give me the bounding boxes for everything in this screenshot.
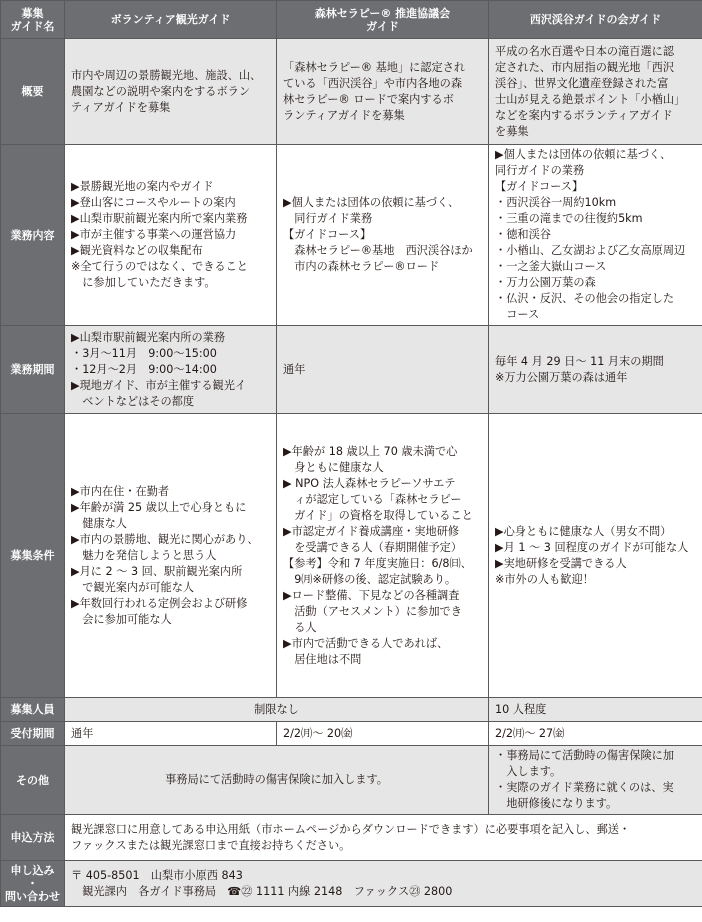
period-nishizawa [489, 326, 702, 414]
row-label-contact-line: ・ [27, 877, 38, 890]
row-label-reception-line: 受付期間 [10, 727, 55, 740]
other-nishizawa-line: 地研修後になります。 [495, 797, 618, 810]
conditions-forest-therapy-line: る人 [283, 620, 317, 634]
overview-volunteer-line: ティアガイドを募集 [71, 100, 171, 114]
duties-forest-therapy-line: 森林セラピー®基地 西沢渓谷ほか [283, 244, 473, 257]
conditions-forest-therapy-line: ▶ロード整備、下見などの各種調査 [283, 588, 460, 602]
duties-volunteer-line: ※全て行うのではなく、できること [71, 260, 248, 273]
header-corner [1, 1, 65, 39]
reception-forest-therapy-line: 2/2㈪～ 20㈮ [283, 726, 353, 740]
row-reception [1, 722, 702, 746]
duties-nishizawa-line: コース [495, 308, 540, 321]
duties-forest-therapy [277, 145, 489, 326]
row-duties [1, 145, 702, 326]
header-forest-therapy-guide [277, 1, 489, 39]
header-nishizawa-guide-line: 西沢渓谷ガイドの会ガイド [529, 13, 662, 26]
header-forest-therapy-guide-line: 森林セラピー® 推進協議会 [314, 6, 451, 20]
conditions-forest-therapy-line: を受講できる人（春期開催予定） [283, 540, 463, 554]
conditions-volunteer-line: ▶市内在住・在勤者 [71, 484, 170, 498]
apply-method-text-line: ファックスまたは観光課窓口まで直接お持ちください。 [71, 838, 351, 852]
duties-volunteer-line: ▶登山客にコースやルートの案内 [71, 196, 236, 209]
headcount-shared-line: 制限なし [254, 702, 299, 716]
conditions-nishizawa [489, 414, 702, 698]
other-shared [65, 746, 489, 815]
overview-forest-therapy [277, 39, 489, 145]
header-volunteer-guide [65, 1, 277, 39]
duties-forest-therapy-line: ▶個人または団体の依頼に基づく、 [283, 196, 460, 209]
row-conditions [1, 414, 702, 698]
period-nishizawa-line: ※万力公園万葉の森は通年 [495, 370, 628, 384]
row-label-duties [1, 145, 65, 326]
header-forest-therapy-guide-line: ガイド [366, 19, 399, 33]
overview-forest-therapy-line: 「森林セラピー® 基地」に認定され [283, 60, 466, 74]
duties-nishizawa-line: ・徳和渓谷 [495, 228, 551, 241]
row-period [1, 326, 702, 414]
row-label-contact-line: 問い合わせ [5, 890, 60, 903]
conditions-volunteer-line: ▶年数回行われる定例会および研修 [71, 596, 248, 610]
conditions-nishizawa-line: ▶心身ともに健康な人（男女不問） [495, 524, 672, 538]
overview-forest-therapy-line: 林セラピー® ロードで案内するボ [283, 92, 454, 106]
row-label-apply [1, 815, 65, 861]
apply-method-text-line: 観光課窓口に用意してある申込用紙（市ホームページからダウンロードできます）に必要事項を記入し、郵送・ [71, 822, 631, 836]
conditions-forest-therapy-line: ガイド」の資格を取得していること [283, 508, 473, 522]
duties-volunteer [65, 145, 277, 326]
other-nishizawa [489, 746, 702, 815]
conditions-forest-therapy-line: ▶市認定ガイド養成講座・実地研修 [283, 524, 460, 538]
duties-nishizawa-line: ▶個人または団体の依頼に基づく、 [495, 148, 672, 161]
duties-nishizawa-line: ・小楢山、乙女湖および乙女高原周辺 [495, 244, 686, 257]
reception-nishizawa [489, 722, 702, 746]
duties-forest-therapy-line: 同行ガイド業務 [283, 212, 373, 225]
contact-text [65, 861, 702, 907]
contact-text-line: 観光課内 各ガイド事務局 ☎㉒ 1111 内線 2148 ファックス㉓ 2800 [71, 884, 453, 898]
conditions-forest-therapy-line: ▶市内で活動できる人であれば、 [283, 636, 449, 650]
conditions-nishizawa-line: ▶月 1 ～ 3 回程度のガイドが可能な人 [495, 540, 689, 554]
conditions-forest-therapy-line: 居住地は不問 [283, 652, 362, 666]
overview-forest-therapy-line: ている「西沢渓谷」や市内各地の森 [283, 76, 463, 90]
conditions-nishizawa-line: ▶実地研修を受講できる人 [495, 556, 627, 570]
header-volunteer-guide-line: ボランティア観光ガイド [110, 13, 231, 26]
headcount-shared [65, 698, 489, 722]
duties-volunteer-line: ▶市が主催する事業への運営協力 [71, 228, 237, 241]
reception-volunteer [65, 722, 277, 746]
period-forest-therapy [277, 326, 489, 414]
row-label-apply-line: 申込方法 [10, 831, 55, 844]
row-apply [1, 815, 702, 861]
overview-nishizawa [489, 39, 702, 145]
reception-forest-therapy [277, 722, 489, 746]
conditions-forest-therapy-line: ィが認定している「森林セラピー [283, 492, 462, 506]
row-overview [1, 39, 702, 145]
conditions-forest-therapy-line: ▶ NPO 法人森林セラピーソサエテ [283, 476, 456, 490]
conditions-forest-therapy-line: ▶年齢が 18 歳以上 70 歳未満で心 [283, 444, 458, 458]
period-nishizawa-line: 毎年 4 月 29 日～ 11 月末の期間 [495, 354, 664, 368]
period-volunteer-line: ▶現地ガイド、市が主催する観光イ [71, 378, 247, 392]
row-label-reception [1, 722, 65, 746]
row-other [1, 746, 702, 815]
duties-nishizawa-line: ・万力公園万葉の森 [495, 276, 596, 289]
period-volunteer-line: ▶山梨市駅前観光案内所の業務 [71, 330, 226, 344]
reception-nishizawa-line: 2/2㈪～ 27㈮ [495, 726, 565, 740]
row-label-contact-line: 申し込み [10, 864, 55, 877]
row-label-other-line: その他 [16, 773, 49, 787]
overview-nishizawa-line: 士山が見える絶景ポイント「小楢山」 [495, 92, 686, 106]
row-label-period [1, 326, 65, 414]
conditions-volunteer-line: 会に参加可能な人 [71, 612, 172, 626]
overview-nishizawa-line: 平成の名水百選や日本の滝百選に認 [495, 44, 675, 58]
duties-volunteer-line: ▶景勝観光地の案内やガイド [71, 180, 214, 193]
row-label-overview-line: 概要 [21, 85, 44, 98]
duties-nishizawa-line: ・三重の滝までの往復約5km [495, 212, 643, 225]
duties-nishizawa-line: ・仏沢・反沢、その他会の指定した [495, 292, 675, 305]
period-volunteer-line: ・3月～11月 9:00～15:00 [71, 346, 217, 360]
contact-text-line: 〒 405-8501 山梨市小原西 843 [71, 868, 243, 882]
period-volunteer [65, 326, 277, 414]
apply-method-text [65, 815, 702, 861]
row-headcount [1, 698, 702, 722]
duties-nishizawa-line: 同行ガイドの業務 [495, 164, 585, 177]
conditions-volunteer-line: で観光案内が可能な人 [71, 580, 195, 594]
header-corner-line: 募集 [21, 6, 44, 20]
headcount-nishizawa [489, 698, 702, 722]
overview-nishizawa-line: 渓谷」、世界文化遺産登録された富 [495, 76, 669, 90]
row-label-headcount-line: 募集人員 [10, 703, 55, 716]
conditions-volunteer-line: 健康な人 [71, 516, 127, 530]
period-forest-therapy-line: 通年 [283, 362, 306, 376]
overview-nishizawa-line: などを案内するボランティアガイド [495, 108, 673, 122]
duties-volunteer-line: に参加していただきます。 [71, 276, 216, 289]
header-row [1, 1, 702, 39]
conditions-volunteer-line: 魅力を発信しようと思う人 [71, 548, 217, 562]
duties-nishizawa-line: 【ガイドコース】 [495, 180, 584, 193]
duties-forest-therapy-line: 【ガイドコース】 [283, 228, 372, 241]
overview-volunteer-line: 市内や周辺の景勝観光地、施設、山、 [71, 68, 262, 82]
duties-nishizawa-line: ・西沢渓谷一周約10km [495, 196, 617, 209]
duties-forest-therapy-line: 市内の森林セラピー®ロード [283, 260, 440, 273]
conditions-volunteer-line: ▶年齢が満 25 歳以上で心身ともに [71, 500, 247, 514]
header-nishizawa-guide [489, 1, 702, 39]
header-corner-line: ガイド名 [10, 19, 55, 33]
overview-nishizawa-line: 定された、市内屈指の観光地「西沢 [495, 60, 675, 74]
conditions-volunteer [65, 414, 277, 698]
overview-volunteer [65, 39, 277, 145]
other-nishizawa-line: ・実際のガイド業務に就くのは、実 [495, 781, 674, 794]
other-shared-line: 事務局にて活動時の傷害保険に加入します。 [165, 773, 388, 786]
row-label-contact [1, 861, 65, 907]
conditions-nishizawa-line: ※市外の人も歓迎！ [495, 572, 594, 586]
overview-nishizawa-line: を募集 [495, 124, 529, 138]
row-label-overview [1, 39, 65, 145]
conditions-forest-therapy-line: 【参考】令和 7 年度実施日：6/8㈰、 [283, 556, 472, 570]
duties-nishizawa-line: ・一之釜大嶽山コース [495, 260, 607, 273]
row-label-conditions [1, 414, 65, 698]
period-volunteer-line: ベントなどはその都度 [71, 394, 195, 408]
reception-volunteer-line: 通年 [71, 726, 94, 740]
duties-nishizawa [489, 145, 702, 326]
conditions-volunteer-line: ▶月に 2 ～ 3 回、駅前観光案内所 [71, 564, 243, 578]
conditions-forest-therapy-line: 活動（アセスメント）に参加でき [283, 604, 462, 618]
conditions-forest-therapy [277, 414, 489, 698]
other-nishizawa-line: ・事務局にて活動時の傷害保険に加 [495, 749, 675, 762]
row-label-conditions-line: 募集条件 [10, 549, 55, 562]
conditions-forest-therapy-line: 9㈪※研修の後、認定試験あり。 [283, 572, 457, 586]
conditions-forest-therapy-line: 身ともに健康な人 [283, 460, 384, 474]
row-label-period-line: 業務期間 [10, 363, 55, 376]
overview-forest-therapy-line: ランティアガイドを募集 [283, 108, 405, 122]
duties-volunteer-line: ▶山梨市駅前観光案内所で案内業務 [71, 212, 248, 225]
row-label-headcount [1, 698, 65, 722]
overview-volunteer-line: 農園などの説明や案内をするボラン [71, 84, 251, 98]
conditions-volunteer-line: ▶市内の景勝地、観光に関心があり、 [71, 532, 259, 546]
row-label-duties-line: 業務内容 [10, 228, 55, 242]
duties-volunteer-line: ▶観光資料などの収集配布 [71, 244, 203, 257]
row-contact [1, 861, 702, 907]
period-volunteer-line: ・12月～2月 9:00～14:00 [71, 362, 217, 376]
row-label-other [1, 746, 65, 815]
headcount-nishizawa-line: 10 人程度 [495, 702, 547, 716]
other-nishizawa-line: 入します。 [495, 765, 562, 778]
